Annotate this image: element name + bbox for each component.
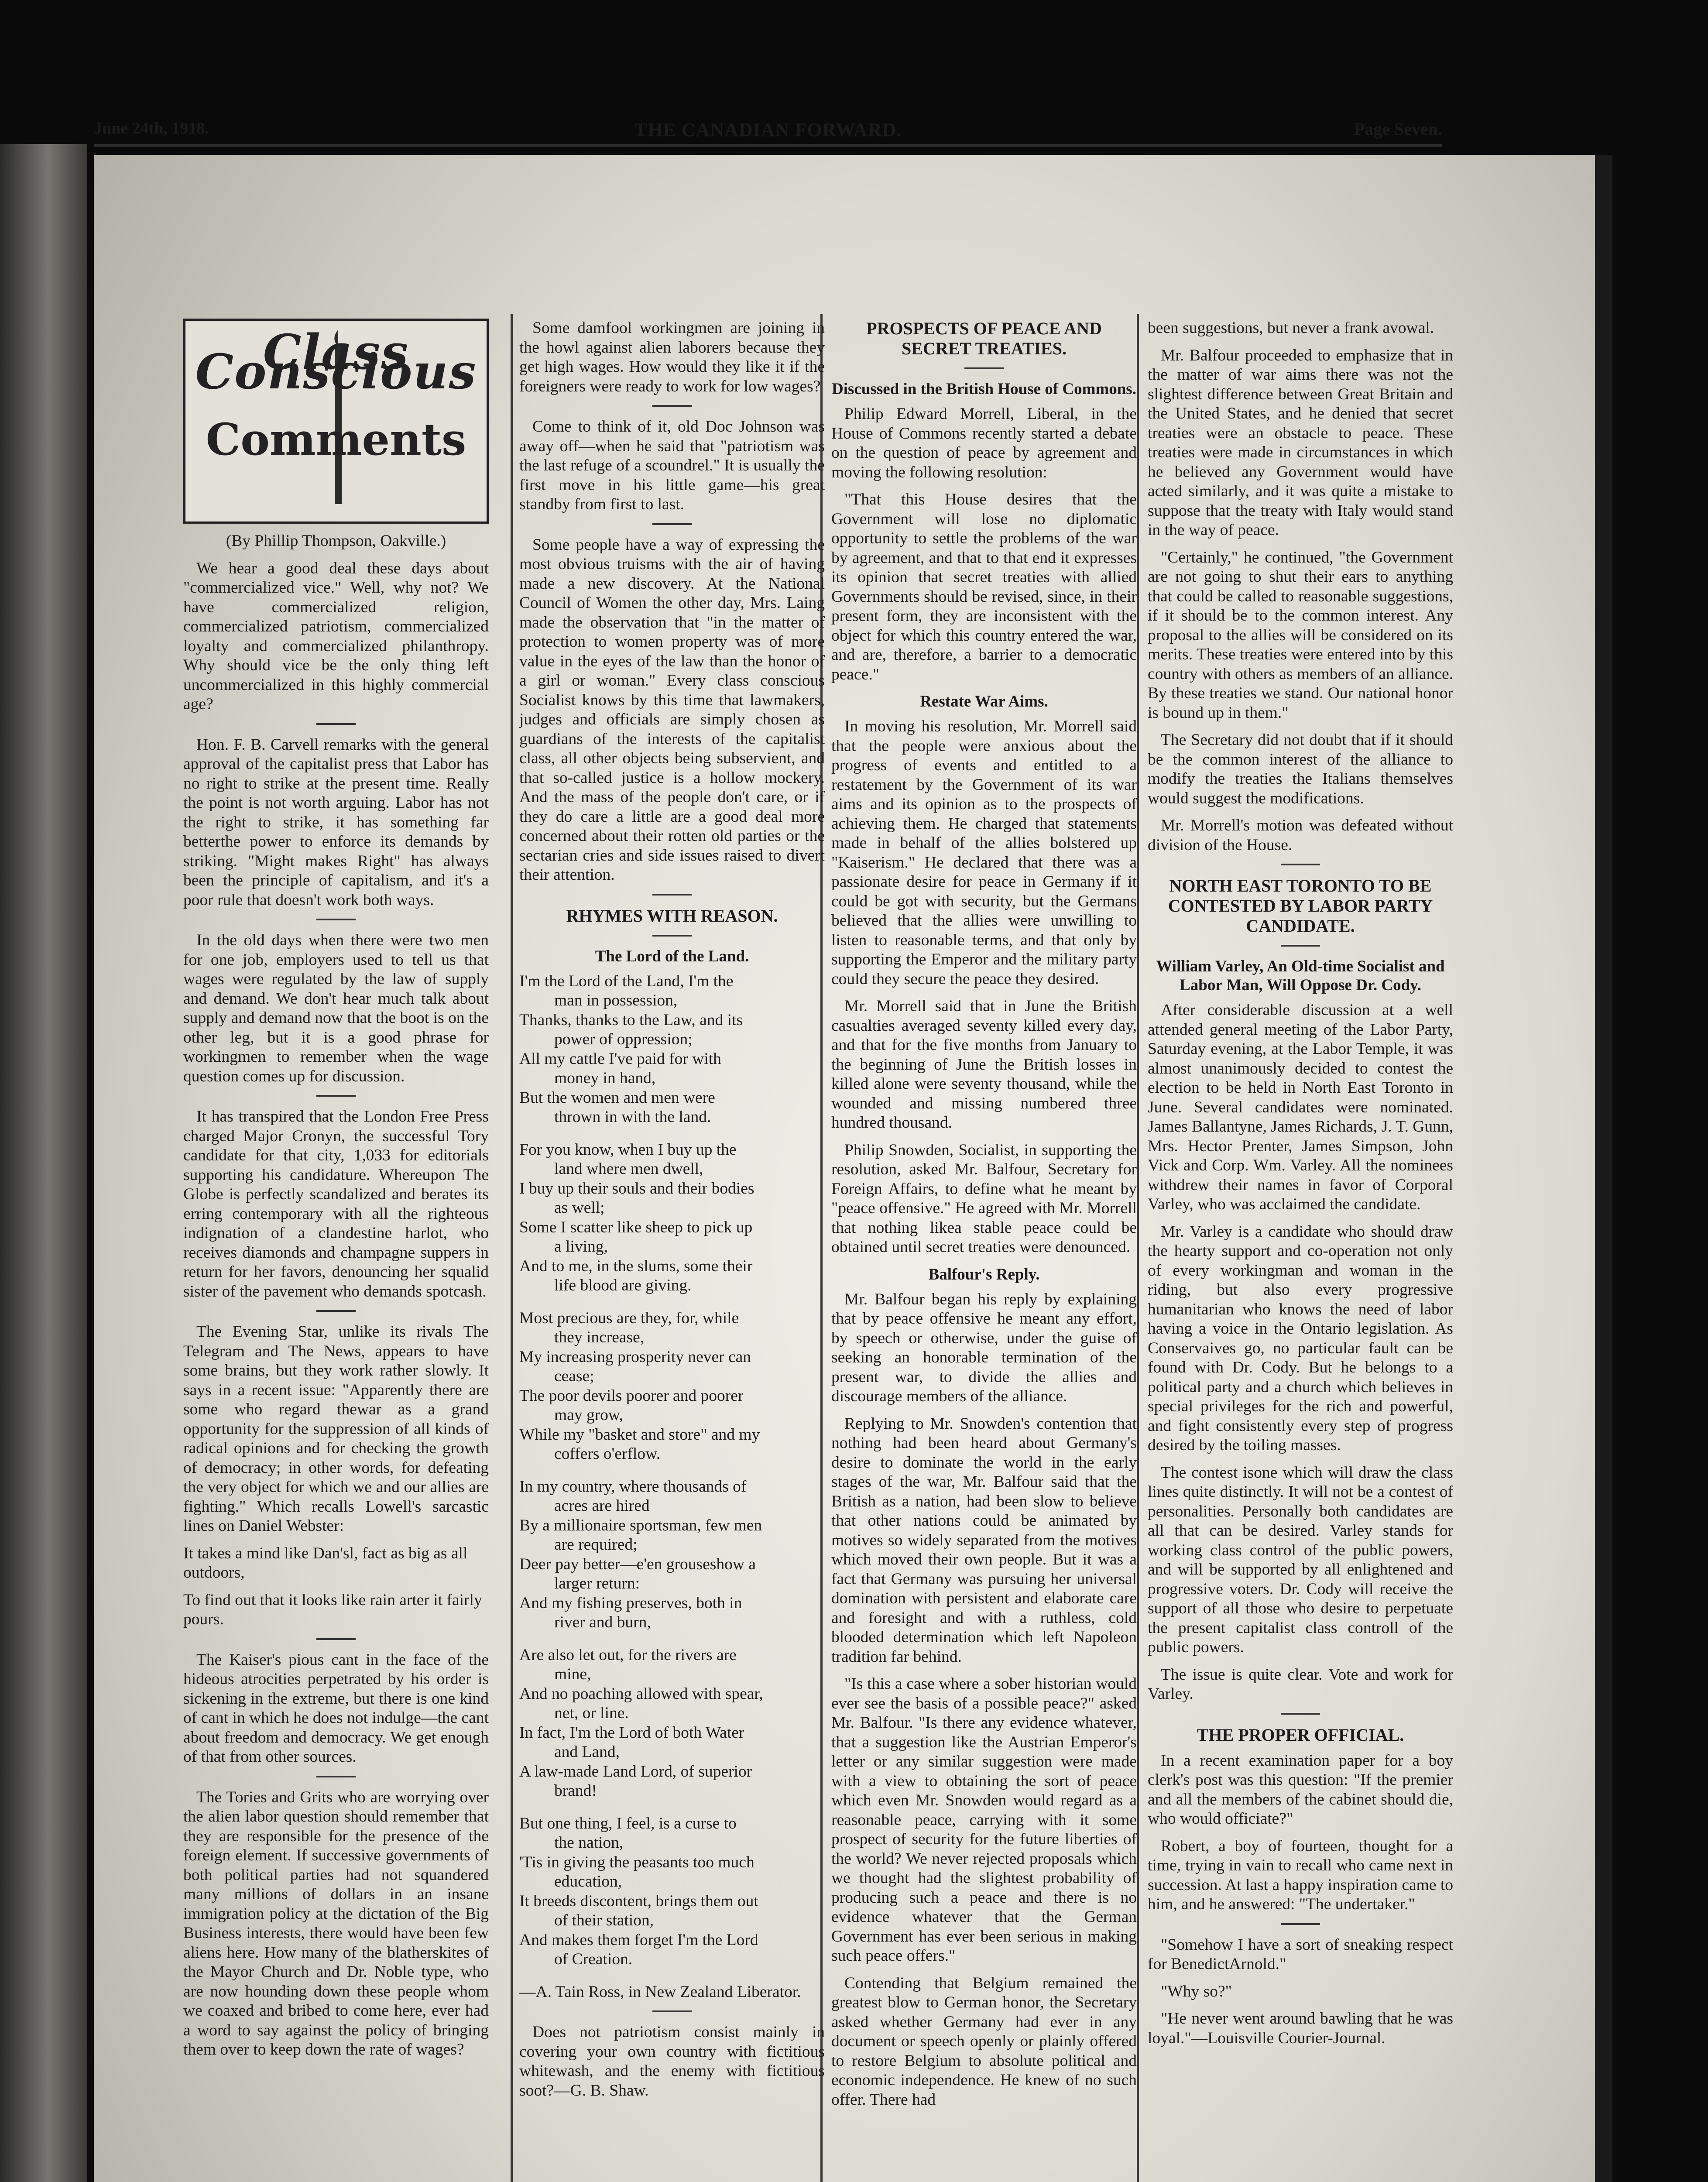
paragraph: The Kaiser's pious cant in the face of the hideous atrocities perpetrated by his order is sickening in the extreme, but there is one kind of cant in which he does not indulge—the cant about freedom and democracy. We get enough of that from other sources.: [183, 1650, 489, 1766]
paragraph: The Secretary did not doubt that if it should be the common interest of the alliance to modify the treaties the Italians themselves would suggest the modifications.: [1148, 731, 1453, 807]
paragraph: Robert, a boy of fourteen, thought for a time, trying in vain to recall who came next in succession. At last a happy inspiration came to him, and he answered: "The undertaker.": [1148, 1837, 1453, 1913]
poem-line-continuation: man in possession,: [554, 992, 678, 1009]
verse-line: To find out that it looks like rain arter it fairly pours.: [183, 1591, 482, 1628]
poem-line: A law-made Land Lord, of superior: [519, 1762, 752, 1781]
paragraph: Some damfool workingmen are joining in the howl against alien laborers because they get high wages. How would they like it if the foreigners were ready to work for low wages?: [519, 319, 825, 395]
separator: [316, 1095, 356, 1097]
separator: [1281, 945, 1320, 947]
paragraph: Philip Edward Morrell, Liberal, in the House of Commons recently started a debate on the question of peace by agreement and moving the following resolution:: [831, 405, 1137, 481]
separator: [652, 405, 692, 407]
poem-line-continuation: they increase,: [554, 1328, 645, 1346]
column-4: [1148, 319, 1453, 2182]
paragraph: Replying to Mr. Snowden's contention that nothing had been heard about Germany's desire to dominate the world in the early stages of the war, Mr. Balfour said that the British as a nation, had been slow to believe that other nations could be animated by motives so widely separated from the motives which moved their own people. But it was a fact that Germany was pursuing her universal domination with persistent and elaborate care and foresight and with a ruthless, cold blooded determination which left Napoleon tradition far behind.: [831, 1414, 1137, 1666]
poem-line: It breeds discontent, brings them out: [519, 1892, 758, 1910]
poem-stanza: [519, 1309, 825, 1464]
poem-line: In my country, where thousands of: [519, 1477, 747, 1496]
issue-date: June 24th, 1918.: [94, 119, 209, 137]
poem-line-continuation: larger return:: [554, 1575, 640, 1592]
paragraph: "That this House desires that the Government will lose no diplomatic opportunity to settle the problems of the war by agreement, and that to that end it expresses its opinion that secret treaties with allied Governments should be revised, since, in their present form, they are inconsistent with the object for which this country entered the war, and are, therefore, a barrier to a democratic peace.": [831, 491, 1137, 683]
article-headline: PROSPECTS OF PEACE AND SECRET TREATIES.: [866, 319, 1102, 358]
separator: [1281, 1923, 1320, 1925]
paragraph: In moving his resolution, Mr. Morrell said that the people were anxious about the progress of events and entitled to a restatement by the Government of its war aims and its opinion as to the prospects of achieving them. He charged that statements made in behalf of the allies bolstered up "Kaiserism." He declared that there was a passionate desire for peace in Germany if it could be got with security, but the Germans believed that the allies were unwilling to listen to reasonable terms, and that only by supporting the Emperor and the military party could they secure the peace they desired.: [831, 717, 1137, 988]
poem-line: Most precious are they, for, while: [519, 1309, 739, 1327]
adjacent-page-edge: [0, 144, 87, 2182]
poem-line: And makes them forget I'm the Lord: [519, 1931, 758, 1949]
poem-line: And my fishing preserves, both in: [519, 1594, 742, 1612]
poem-line-continuation: power of oppression;: [554, 1030, 693, 1048]
article-subheading: William Varley, An Old-time Socialist and Labor Man, Will Oppose Dr. Cody.: [1156, 957, 1445, 994]
poem-stanza: [519, 1646, 825, 1801]
separator: [1281, 864, 1320, 865]
paragraph: In a recent examination paper for a boy clerk's post was this question: "If the premier and all the members of the cabinet should die, who would officiate?": [1148, 1751, 1453, 1828]
section-heading: RHYMES WITH REASON.: [566, 906, 778, 926]
poem-line: But one thing, I feel, is a curse to: [519, 1814, 737, 1832]
article-headline: NORTH EAST TORONTO TO BE CONTESTED BY LABOR PARTY CANDIDATE.: [1168, 876, 1433, 936]
poem-line-continuation: education,: [554, 1873, 622, 1890]
paragraph: It has transpired that the London Free Press charged Major Cronyn, the successful Tory candidate for that city, 1,033 for editorials supporting his candidature. Whereupon The Globe is perfectly scandalized and berates its erring contemporary with all the righteous indignation of a clandestine harlot, who receives diamonds and champagne suppers in return for her favors, denouncing her squalid sister of the pavement who demands spotcash.: [183, 1108, 489, 1300]
byline: (By Phillip Thompson, Oakville.): [226, 532, 446, 550]
separator: [316, 1310, 356, 1312]
paragraph: The Tories and Grits who are worrying over the alien labor question should remember that they are responsible for the presence of the foreign element. If successive governments of both political parties had not squandered many millions of dollars in an insane immigration policy at the dictation of the Big Business interests, there would have been few aliens here. How many of the blatherskites of the Mayor Church and Dr. Noble type, who are now hounding down these people whom we coaxed and bribed to come here, ever had a word to say against the policy of bringing them over to keep down the rate of wages?: [183, 1788, 489, 2058]
poem-line: Thanks, thanks to the Law, and its: [519, 1011, 743, 1029]
paragraph: The issue is quite clear. Vote and work for Varley.: [1148, 1665, 1453, 1703]
paragraph: Mr. Morrell said that in June the British casualties averaged seventy killed every day, and that for the five months from January to the beginning of June the British losses in killed alone were seventy thousand, while the wounded and missing numbered three hundred thousand.: [831, 997, 1137, 1132]
poem-line: But the women and men were: [519, 1088, 715, 1107]
poem: [519, 972, 825, 1969]
paragraph: "Is this a case where a sober historian would ever see the basis of a possible peace?" asked Mr. Balfour. "Is there any evidence whatever, that a suggestion like the Austrian Emperor's letter or any similar suggestion were made with a view to obtaining the sort of peace which even Mr. Snowden would regard as a reasonable peace, carrying with it some prospect of security for the future liberties of the world? We never rejected proposals which we thought had the slightest probability of producing such a peace and there is no evidence whatever that the German Government has ever been serious in making such peace offers.": [831, 1675, 1137, 1965]
poem-line: While my "basket and store" and my: [519, 1425, 760, 1444]
class-conscious-comments-logo: [183, 319, 489, 524]
column-3: [831, 319, 1137, 2182]
paragraph: Philip Snowden, Socialist, in supporting the resolution, asked Mr. Balfour, Secretary for Foreign Affairs, to define what he meant by "peace offensive." He agreed with Mr. Morrell that nothing likea stable peace could be obtained until secret treaties were denounced.: [831, 1141, 1137, 1256]
separator: [652, 2010, 692, 2012]
paragraph: "Certainly," he continued, "the Government are not going to shut their ears to anything that could be called to reasonable suggestions, if it should be to the common interest. Any proposal to the allies will be considered on its merits. These treaties were entered into by this country with others as members of an alliance. By these treaties we stand. Our national honor is bound up in them.": [1148, 548, 1453, 722]
paragraph: "Somehow I have a sort of sneaking respect for BenedictArnold.": [1148, 1935, 1453, 1973]
poem-credit: —A. Tain Ross, in New Zealand Liberator.: [519, 1983, 801, 2001]
poem-line: 'Tis in giving the peasants too much: [519, 1853, 755, 1871]
poem-line: I'm the Lord of the Land, I'm the: [519, 972, 734, 990]
section-subheading: Balfour's Reply.: [928, 1265, 1040, 1283]
paragraph: Mr. Morrell's motion was defeated without division of the House.: [1148, 817, 1453, 854]
article-headline: THE PROPER OFFICIAL.: [1197, 1725, 1404, 1745]
poem-line: Are also let out, for the rivers are: [519, 1646, 737, 1664]
poem-stanza: [519, 1477, 825, 1633]
page-header: [94, 119, 1442, 158]
column-1: [183, 319, 489, 2182]
separator: [964, 367, 1004, 369]
poem-line-continuation: brand!: [554, 1782, 597, 1800]
poem-line-continuation: a living,: [554, 1238, 608, 1256]
paragraph: The contest isone which will draw the class lines quite distinctly. It will not be a contest of personalities. Personally both candidates are all that can be desired. Varley stands for working class control of the public powers, and will be supported by all enlightened and progressive voters. Dr. Cody will receive the support of all those who desire to perpetuate the present capitalist class controll of the public powers.: [1148, 1463, 1453, 1656]
paragraph: Mr. Balfour proceeded to emphasize that in the matter of war aims there was not the slightest difference between Great Britain and the United States, and he denied that secret treaties were an obstacle to peace. These treaties were made in circumstances in which he believed any Government would have acted similarly, and it was quite a mistake to suppose that the treaty with Italy would stand in the way of peace.: [1148, 346, 1453, 539]
paragraph: Contending that Belgium remained the greatest blow to German honor, the Secretary asked whether Germany had ever in any document or speech openly or plainly offered to restore Belgium to absolute political and economic independence. He knew of no such offer. There had: [831, 1974, 1137, 2109]
poem-line-continuation: the nation,: [554, 1834, 624, 1852]
poem-line: The poor devils poorer and poorer: [519, 1386, 744, 1405]
separator: [316, 1638, 356, 1640]
poem-line-continuation: acres are hired: [554, 1497, 650, 1515]
poem-line: Some I scatter like sheep to pick up: [519, 1218, 753, 1236]
poem-line-continuation: money in hand,: [554, 1069, 656, 1087]
poem-line: And no poaching allowed with spear,: [519, 1685, 763, 1703]
poem-line-continuation: life blood are giving.: [554, 1276, 692, 1294]
page-number: Page Seven.: [1354, 119, 1442, 139]
poem-line-continuation: land where men dwell,: [554, 1160, 703, 1178]
verse-line: It takes a mind like Dan'sl, fact as big as all outdoors,: [183, 1544, 468, 1582]
paragraph: Some people have a way of expressing the most obvious truisms with the air of having made a new discovery. At the National Council of Women the other day, Mrs. Laing made the observation that "in the matter of protection to women property was of more value in the eyes of the law than the honor of a girl or woman." Every class conscious Socialist knows by this time that lawmakers, judges and officials are simply chosen as guardians of the interests of the capitalist class, all other objects being subservient, and that so-called justice is a hollow mockery. And the mass of the people don't care, or if they do care a little are a good deal more concerned about their rotten old parties or the sectarian cries and side issues raised to divert their attention.: [519, 535, 825, 884]
poem-line: Deer pay better—e'en grouseshow a: [519, 1555, 756, 1573]
paragraph: "He never went around bawling that he was loyal."—Louisville Courier-Journal.: [1148, 2010, 1453, 2047]
poem-line-continuation: of their station,: [554, 1911, 654, 1929]
section-subheading: Restate War Aims.: [920, 693, 1048, 710]
poem-line: All my cattle I've paid for with: [519, 1050, 721, 1068]
poem-line: I buy up their souls and their bodies: [519, 1179, 755, 1197]
poem-stanza: [519, 1814, 825, 1969]
paragraph: Does not patriotism consist mainly in covering your own country with fictitious whitewash, and the enemy with fictitious soot?—G. B. Shaw.: [519, 2023, 825, 2100]
paragraph: We hear a good deal these days about "commercialized vice." Well, why not? We have commercialized religion, commercialized patriotism, commercialized loyalty and commercialized philanthropy. Why should vice be the only thing left uncommercialized in this highly commercial age?: [183, 559, 489, 713]
poem-line-continuation: may grow,: [554, 1406, 623, 1424]
paragraph: Mr. Varley is a candidate who should draw the hearty support and co-operation not only of every workingman and woman in the riding, but also every progressive humanitarian who knows the need of labor having a voice in the Ontario legislation. As Conservaives go, no particular fault can be found with Dr. Cody. But he belongs to a political party and a church which believes in special privileges for the rich and powerful, and fight consistently every step of progress desired by the toiling masses.: [1148, 1222, 1453, 1454]
separator: [316, 919, 356, 920]
paragraph: been suggestions, but never a frank avowal.: [1148, 319, 1434, 337]
paragraph: In the old days when there were two men for one job, employers used to tell us that wages were regulated by the law of supply and demand. We don't hear much talk about supply and demand now that the boot is on the other leg, but it is a good phrase for workingmen to remember when the wage question comes up for discussion.: [183, 931, 489, 1085]
poem-line-continuation: are required;: [554, 1536, 638, 1554]
article-subheading: Discussed in the British House of Commons.: [832, 380, 1136, 398]
paragraph: Hon. F. B. Carvell remarks with the general approval of the capitalist press that Labor has no right to strike at the present time. Really the point is not worth arguing. Labor has not the right to strike, it has something far betterthe power to enforce its demands by striking. "Might makes Right" has always been the principle of capitalism, and it's a poor rule that doesn't work both ways.: [183, 735, 489, 909]
poem-title: The Lord of the Land.: [595, 947, 749, 965]
poem-line: In fact, I'm the Lord of both Water: [519, 1723, 744, 1742]
poem-line-continuation: net, or line.: [554, 1704, 629, 1722]
separator: [1281, 1713, 1320, 1715]
poem-line-continuation: of Creation.: [554, 1950, 633, 1968]
separator: [316, 1776, 356, 1777]
separator: [652, 523, 692, 525]
poem-line: By a millionaire sportsman, few men: [519, 1516, 762, 1534]
poem-line-continuation: cease;: [554, 1367, 594, 1385]
poem-line: For you know, when I buy up the: [519, 1140, 737, 1159]
masthead-title: THE CANADIAN FORWARD.: [634, 119, 902, 141]
paragraph: The Evening Star, unlike its rivals The Telegram and The News, appears to have some brains, but they work rather slowly. It says in a recent issue: "Apparently there are some who regard thewar as a grand opportunity for the suppression of all kinds of radical opinions and for checking the growth of democracy; in other words, for defeating the very object for which we and our allies are fighting." Which recalls Lowell's sarcastic lines on Daniel Webster:: [183, 1323, 489, 1535]
paragraph: Come to think of it, old Doc Johnson was away off—when he said that "patriotism was the last refuge of a scoundrel." It is usually the first move in his little game—his great standby from first to last.: [519, 418, 825, 513]
logo-bottom-text: Comments: [206, 414, 466, 465]
paragraph: Mr. Balfour began his reply by explaining that by peace offensive he meant any effort, by speech or otherwise, under the guise of seeking an honorable termination of the present war, to divide the allies and discourage members of the alliance.: [831, 1290, 1137, 1405]
poem-line-continuation: coffers o'erflow.: [554, 1445, 661, 1463]
poem-line-continuation: as well;: [554, 1199, 605, 1217]
paragraph: "Why so?": [1161, 1982, 1232, 2000]
poem-line-continuation: and Land,: [554, 1743, 620, 1761]
column-divider: [511, 314, 513, 2182]
poem-stanza: [519, 1140, 825, 1296]
poem-stanza: [519, 972, 825, 1127]
column-2: [519, 319, 825, 2182]
poem-line-continuation: mine,: [554, 1665, 591, 1683]
poem-line-continuation: thrown in with the land.: [554, 1108, 711, 1126]
separator: [652, 894, 692, 895]
poem-line-continuation: river and burn,: [554, 1613, 651, 1631]
poem-line: And to me, in the slums, some their: [519, 1257, 753, 1275]
separator: [652, 935, 692, 937]
poem-line: My increasing prosperity never can: [519, 1348, 751, 1366]
paragraph: After considerable discussion at a well attended general meeting of the Labor Party, Saturday evening, at the Labor Temple, it was almost unanimously decided to contest the election to be held in North East Toronto in June. Several candidates were nominated. James Ballantyne, James Richards, J. T. Gunn, Mrs. Hector Prenter, James Simpson, John Vick and Corp. Wm. Varley. All the nominees withdrew their names in favor of Corporal Varley, who was acclaimed the candidate.: [1148, 1001, 1453, 1213]
column-divider: [1137, 314, 1139, 2182]
header-rule: [94, 144, 1442, 147]
separator: [316, 723, 356, 725]
logo-top-text: Class Conscious: [195, 324, 477, 400]
